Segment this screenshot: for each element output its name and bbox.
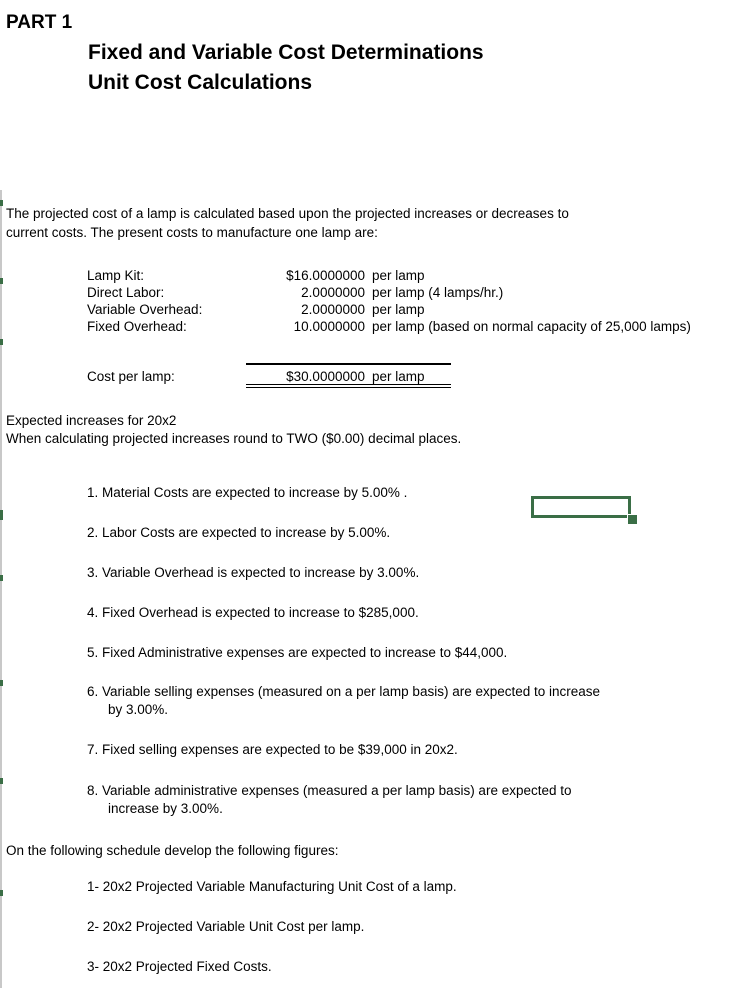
intro-text: The projected cost of a lamp is calculated based upon the projected increases or decreases to bbox=[6, 206, 569, 221]
schedule-item: 1- 20x2 Projected Variable Manufacturing Unit Cost of a lamp. bbox=[87, 879, 457, 894]
cost-unit: per lamp (based on normal capacity of 25,000 lamps) bbox=[372, 319, 691, 334]
list-item: 4. Fixed Overhead is expected to increase to $285,000. bbox=[87, 605, 419, 620]
list-item: 2. Labor Costs are expected to increase by 5.00%. bbox=[87, 525, 391, 540]
list-item: 8. Variable administrative expenses (measured a per lamp basis) are expected to bbox=[87, 783, 572, 798]
page-subtitle: Unit Cost Calculations bbox=[88, 71, 313, 94]
row-marker bbox=[0, 200, 3, 206]
total-value: $30.0000000 bbox=[286, 369, 365, 384]
list-item: 7. Fixed selling expenses are expected to be $39,000 in 20x2. bbox=[87, 742, 458, 757]
sheet-edge bbox=[0, 190, 2, 988]
row-marker bbox=[0, 278, 3, 284]
total-top-border bbox=[246, 363, 451, 365]
selected-cell[interactable] bbox=[531, 496, 631, 518]
list-item: 3. Variable Overhead is expected to increase by 3.00%. bbox=[87, 565, 420, 580]
total-unit: per lamp bbox=[372, 369, 425, 384]
cost-label: Variable Overhead: bbox=[87, 302, 203, 317]
expected-heading: Expected increases for 20x2 bbox=[6, 413, 177, 428]
cost-value: 2.0000000 bbox=[301, 302, 365, 317]
list-item-cont: increase by 3.00%. bbox=[108, 801, 223, 816]
rounding-note: When calculating projected increases round to TWO ($0.00) decimal places. bbox=[6, 431, 462, 446]
cost-label: Lamp Kit: bbox=[87, 268, 145, 283]
schedule-item: 2- 20x2 Projected Variable Unit Cost per lamp. bbox=[87, 919, 365, 934]
cost-label: Fixed Overhead: bbox=[87, 319, 187, 334]
fill-handle[interactable] bbox=[627, 514, 638, 525]
list-item-cont: by 3.00%. bbox=[108, 702, 169, 717]
row-marker bbox=[0, 339, 3, 345]
cost-value: 10.0000000 bbox=[293, 319, 365, 334]
intro-text: current costs. The present costs to manufacture one lamp are: bbox=[6, 225, 378, 240]
cost-value: $16.0000000 bbox=[286, 268, 365, 283]
cost-unit: per lamp bbox=[372, 302, 425, 317]
schedule-intro: On the following schedule develop the following figures: bbox=[6, 843, 339, 858]
total-underline bbox=[246, 387, 451, 388]
total-label: Cost per lamp: bbox=[87, 369, 175, 384]
cost-unit: per lamp (4 lamps/hr.) bbox=[372, 285, 504, 300]
cost-unit: per lamp bbox=[372, 268, 425, 283]
list-item: 6. Variable selling expenses (measured on a per lamp basis) are expected to increase bbox=[87, 684, 601, 699]
cost-value: 2.0000000 bbox=[301, 285, 365, 300]
page-title: Fixed and Variable Cost Determinations bbox=[88, 41, 484, 64]
row-marker bbox=[0, 510, 3, 520]
list-item: 5. Fixed Administrative expenses are expected to increase to $44,000. bbox=[87, 645, 508, 660]
part-label: PART 1 bbox=[6, 12, 73, 33]
row-marker bbox=[0, 680, 3, 686]
row-marker bbox=[0, 890, 3, 896]
row-marker bbox=[0, 575, 3, 581]
list-item: 1. Material Costs are expected to increase by 5.00% . bbox=[87, 485, 408, 500]
total-underline bbox=[246, 384, 451, 385]
schedule-item: 3- 20x2 Projected Fixed Costs. bbox=[87, 959, 272, 974]
cost-label: Direct Labor: bbox=[87, 285, 165, 300]
row-marker bbox=[0, 778, 3, 784]
